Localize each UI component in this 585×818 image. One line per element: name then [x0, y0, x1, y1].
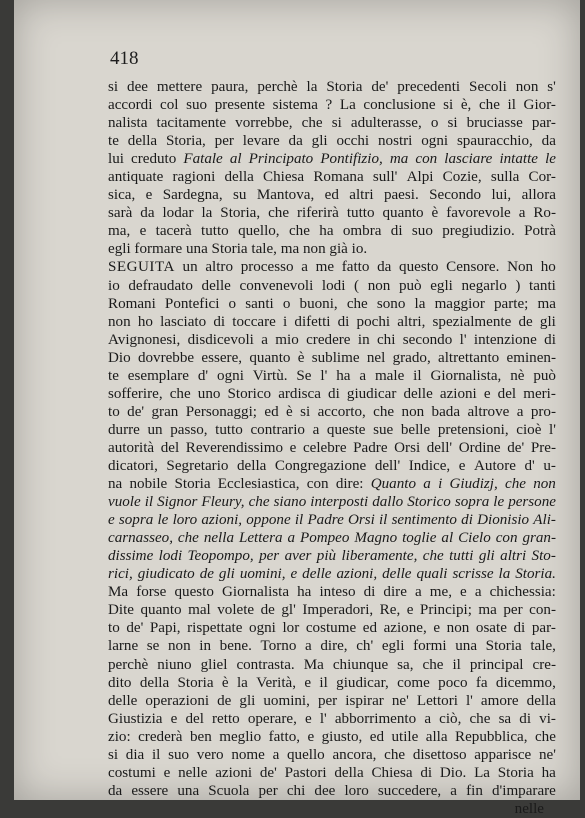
text-line: Romani Pontefici o santi o buoni, che sono la maggior parte; ma [108, 295, 556, 312]
text-line: egli formare una Storia tale, ma non già io. [108, 241, 368, 258]
body-text [108, 78, 556, 818]
text-line: lui creduto Fatale al Principato Pontifizio, ma con lasciare intatte le [108, 151, 556, 168]
text-line: delle operazioni de gli uomini, per ispirar ne' Lettori l' amore della [108, 692, 556, 709]
text-line: carnasseo, che nella Lettera a Pompeo Magno toglie al Cielo con gran- [108, 530, 556, 547]
text-line: larne se non in bene. Torno a dire, ch' egli formi una Storia tale, [108, 638, 556, 655]
text-line: to de' gran Personaggi; ed è si accorto, che non bada altrove a pro- [108, 403, 556, 420]
text-line: sarà da lodar la Storia, che riferirà tutto quanto è favorevole a Ro- [108, 205, 556, 222]
catchword: nelle [514, 800, 544, 817]
text-line: Avignonesi, disdicevoli a mio credere in chi secondo l' intenzione di [108, 331, 556, 348]
text-line: Ma forse questo Giornalista ha inteso di dire a me, e a chichessia: [108, 584, 556, 601]
text-line: sica, e Sardegna, su Mantova, ed altri paesi. Secondo lui, allora [108, 187, 556, 204]
text-line: accordi col suo presente sistema ? La conclusione si è, che il Gior- [108, 97, 556, 114]
text-line: dissime lodi Teopompo, per aver più liberamente, che tutti gli altri Sto- [108, 548, 556, 565]
text-line: si dee mettere paura, perchè la Storia de' precedenti Secoli non s' [108, 79, 556, 95]
text-line: dito della Storia è la Verità, e il giudicar, come poco fa dicemmo, [108, 674, 556, 691]
text-line: Dio dovrebbe essere, quanto è sublime nel grado, altrettanto eminen- [108, 349, 556, 366]
text-line: te della Storia, per levare da gli occhi nostri ogni spauracchio, da [108, 133, 556, 150]
text-line: to de' Papi, rispettate ogni lor costume ed azione, e non osate di par- [108, 620, 556, 637]
text-line: non ho lasciato di toccare i difetti di pochi altri, spezialmente de gli [108, 313, 556, 330]
text-line: te esemplare d' ogni Virtù. Se l' ha a male il Giornalista, nè può [108, 367, 556, 384]
page-number: 418 [110, 48, 139, 69]
text-line: si dia il suo vero nome a quello ancora, che disettoso apparisce ne' [108, 746, 556, 763]
text-line: autorità del Reverendissimo e celebre Padre Orsi dell' Ordine de' Pre- [108, 439, 556, 456]
text-line: perchè niuno gliel contrasta. Ma chiunque sa, che il principal cre- [108, 656, 556, 673]
text-line: sofferire, che uno Storico ardisca di giudicar delle azioni e del meri- [108, 385, 556, 402]
text-line: costumi e nelle azioni de' Pastori della Chiesa di Dio. La Storia ha [108, 764, 556, 781]
text-line: antiquate ragioni della Chiesa Romana sull' Alpi Cozie, sulla Cor- [108, 169, 556, 186]
text-line: Giustizia e del retto operare, e l' abborrimento a ciò, che sa di vi- [108, 710, 556, 727]
text-line: da essere una Scuola per chi dee loro succedere, a fin d'imparare [108, 782, 556, 799]
text-line: ma, e tacerà tutto quello, che ha ombra di suo pregiudizio. Potrà [108, 223, 556, 240]
text-line: SEGUITA un altro processo a me fatto da questo Censore. Non ho [108, 259, 556, 276]
text-line: Dite quanto mal volete de gl' Imperadori, Re, e Principi; ma per con- [108, 602, 556, 619]
text-line: vuole il Signor Fleury, che siano interposti dallo Storico sopra le persone [108, 494, 556, 511]
text-line: io defraudato delle convenevoli lodi ( non può egli negarlo ) tanti [108, 277, 556, 294]
text-line: zio: crederà ben meglio fatto, e giusto, ed utile alla Repubblica, che [108, 728, 556, 745]
text-line: rici, giudicato de gli uomini, e delle azioni, delle quali scrisse la Storia. [108, 566, 556, 583]
text-line: na nobile Storia Ecclesiastica, con dire: Quanto a i Giudizj, che non [108, 476, 556, 493]
book-page [14, 0, 580, 817]
text-line: dicatori, Segretario della Congregazione dell' Indice, e Autore d' u- [108, 457, 556, 474]
text-line: e sopra le loro azioni, oppone il Padre Orsi il sentimento di Dionisio Ali- [108, 512, 556, 529]
text-line: durre un passo, tutto contrario a queste sue belle pretensioni, cioè l' [108, 421, 556, 438]
text-line: nalista tacitamente vorrebbe, che si adulterasse, o si bruciasse par- [108, 115, 556, 132]
